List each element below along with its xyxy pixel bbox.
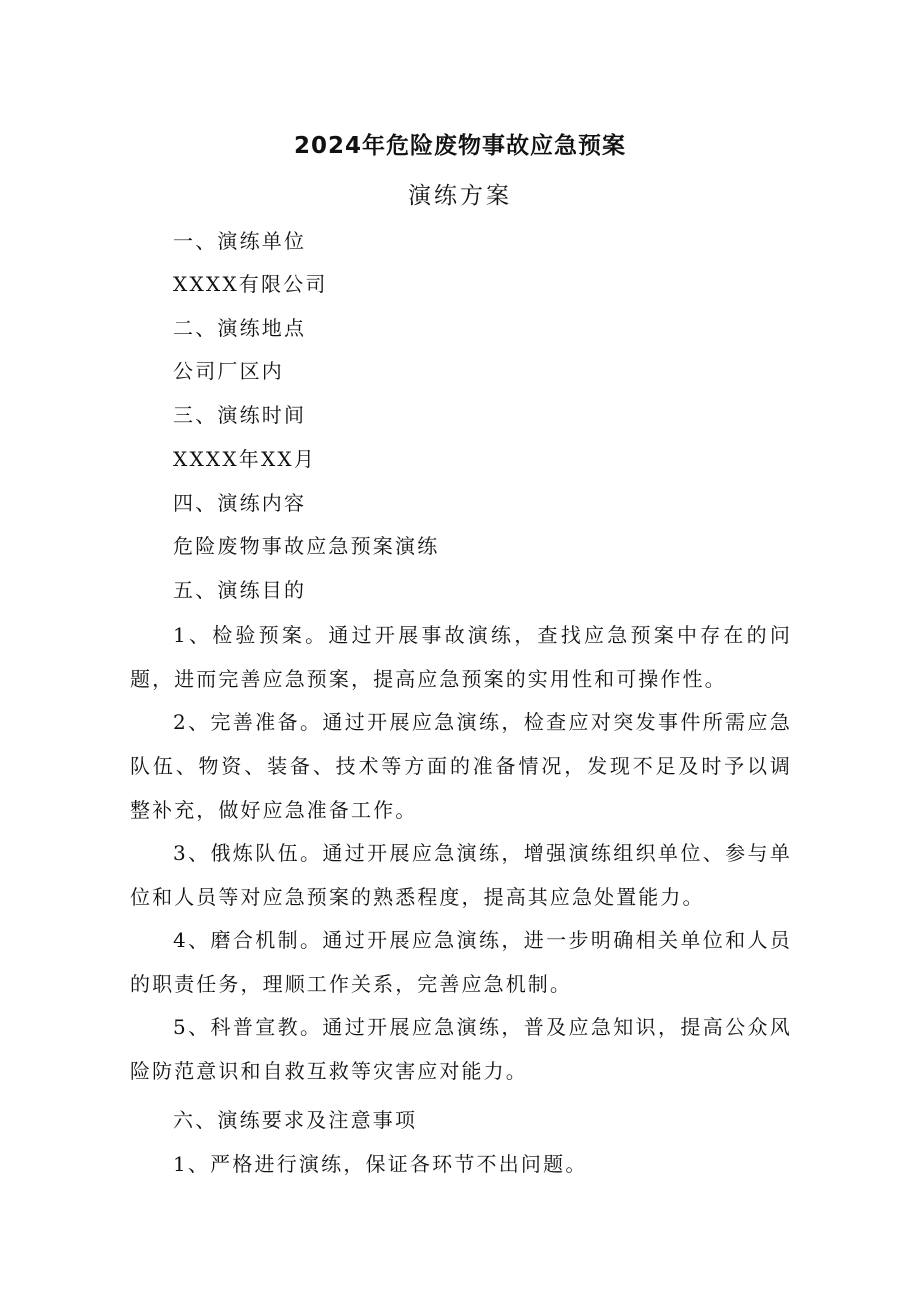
- section-text-content: 危险废物事故应急预案演练: [173, 534, 440, 558]
- section-heading-location: 二、演练地点: [173, 316, 307, 340]
- section-heading-purpose: 五、演练目的: [173, 578, 307, 602]
- section-text-unit: XXXX有限公司: [173, 272, 328, 296]
- document-title: 2024年危险废物事故应急预案: [293, 133, 626, 159]
- purpose-paragraph-3: 3、俄炼队伍。通过开展应急演练，增强演练组织单位、参与单位和人员等对应急预案的熟悉程度，提高其应急处置能力。: [130, 841, 792, 909]
- section-heading-unit: 一、演练单位: [173, 229, 307, 253]
- section-heading-requirements: 六、演练要求及注意事项: [173, 1108, 418, 1132]
- section-heading-content: 四、演练内容: [173, 491, 307, 515]
- purpose-paragraph-2: 2、完善准备。通过开展应急演练，检查应对突发事件所需应急队伍、物资、装备、技术等方面的准备情况，发现不足及时予以调整补充，做好应急准备工作。: [130, 710, 792, 822]
- requirement-item-1: 1、严格进行演练，保证各环节不出问题。: [173, 1152, 588, 1176]
- section-text-location: 公司厂区内: [173, 359, 284, 383]
- purpose-paragraph-4: 4、磨合机制。通过开展应急演练，进一步明确相关单位和人员的职责任务，理顺工作关系，完善应急机制。: [130, 928, 792, 996]
- section-text-time: XXXX年XX月: [173, 447, 317, 471]
- purpose-paragraph-1: 1、检验预案。通过开展事故演练，查找应急预案中存在的问题，进而完善应急预案，提高应急预案的实用性和可操作性。: [130, 623, 792, 691]
- purpose-paragraph-5: 5、科普宣教。通过开展应急演练，普及应急知识，提高公众风险防范意识和自救互救等灾害应对能力。: [130, 1015, 792, 1083]
- document-subtitle: 演练方案: [408, 183, 512, 209]
- section-heading-time: 三、演练时间: [173, 403, 307, 427]
